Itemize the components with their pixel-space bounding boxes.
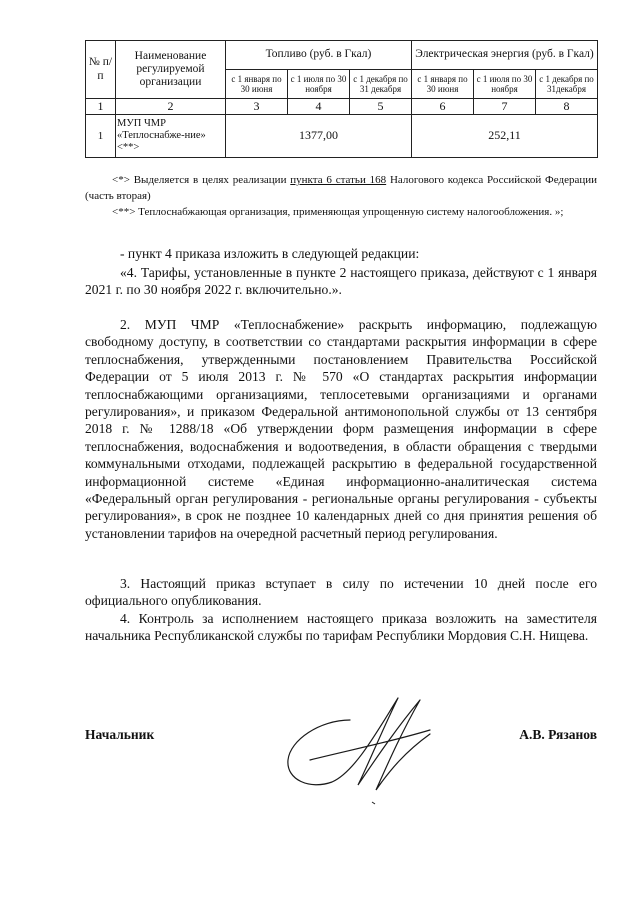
index-cell: 7	[474, 99, 536, 115]
row-organization: МУП ЧМР «Теплоснабже-ние» <**>	[116, 115, 226, 158]
index-cell: 4	[288, 99, 350, 115]
paragraph-4: 4. Контроль за исполнением настоящего приказа возложить на заместителя начальника Республиканской службы по тарифам Республики Мордовия С.Н. Нищева.	[85, 611, 597, 644]
index-cell: 6	[412, 99, 474, 115]
signatory-name: А.В. Рязанов	[519, 727, 597, 742]
index-cell: 2	[116, 99, 226, 115]
fuel-value: 1377,00	[226, 115, 412, 158]
header-period: с 1 декабря по 31декабря	[536, 70, 598, 99]
footnote-1-suffix: Налогового кодекса Российской Федерации (часть вторая)	[85, 174, 597, 202]
header-period: с 1 июля по 30 ноября	[288, 70, 350, 99]
paragraph-2: 2. МУП ЧМР «Теплоснабжение» раскрыть информацию, подлежащую свободному доступу, в соответствии со стандартами раскрытия информации в сфере теплоснабжения, утвержденными постановлением Правительства Российской Федерации от 5 июля 2013 г. № 570 «О стандартах раскрытия информации теплоснабжающими организациями, теплосетевыми организациями и органами регулирования», и приказом Федеральной антимонопольной службы от 13 сентября 2018 г. № 1288/18 «Об утверждении форм размещения информации в сфере теплоснабжения, водоснабжения и водоотведения, в области обращения с твердыми коммунальными отходами, подлежащей раскрытию в федеральной государственной информационной системе «Единая информационно-аналитическая система «Федеральный орган регулирования - региональные органы регулирования - субъекты регулирования», в срок не позднее 10 календарных дней со дня принятия решения об установлении тарифов на очередной расчетный период регулирования.	[85, 317, 597, 541]
header-organization: Наименование регулируемой организации	[116, 41, 226, 99]
paragraph-3: 3. Настоящий приказ вступает в силу по истечении 10 дней после его официального опубликования.	[85, 576, 597, 609]
row-number: 1	[86, 115, 116, 158]
footnote-1-prefix: <*> Выделяется в целях реализации	[112, 174, 291, 186]
index-cell: 8	[536, 99, 598, 115]
signatory-title: Начальник	[85, 727, 155, 742]
item4-intro: - пункт 4 приказа изложить в следующей редакции:	[120, 246, 420, 261]
index-cell: 1	[86, 99, 116, 115]
header-period: с 1 июля по 30 ноября	[474, 70, 536, 99]
header-period: с 1 января по 30 июня	[226, 70, 288, 99]
header-period: с 1 января по 30 июня	[412, 70, 474, 99]
tax-code-link: пункта 6 статьи 168	[290, 174, 387, 186]
footnote-2: <**> Теплоснабжающая организация, применяющая упрощенную систему налогообложения. »;	[112, 206, 564, 218]
tariff-table	[85, 40, 598, 158]
header-number: № п/п	[86, 41, 116, 99]
energy-value: 252,11	[412, 115, 598, 158]
footnote-1	[85, 172, 597, 204]
item4-text: «4. Тарифы, установленные в пункте 2 настоящего приказа, действуют с 1 января 2021 г. по 30 ноября 2022 г. включительно.».	[85, 265, 597, 298]
index-cell: 3	[226, 99, 288, 115]
table-row	[86, 115, 598, 158]
handwritten-signature	[280, 690, 440, 810]
index-cell: 5	[350, 99, 412, 115]
header-period: с 1 декабря по 31 декабря	[350, 70, 412, 99]
header-energy: Электрическая энергия (руб. в Гкал)	[412, 41, 598, 70]
header-fuel: Топливо (руб. в Гкал)	[226, 41, 412, 70]
